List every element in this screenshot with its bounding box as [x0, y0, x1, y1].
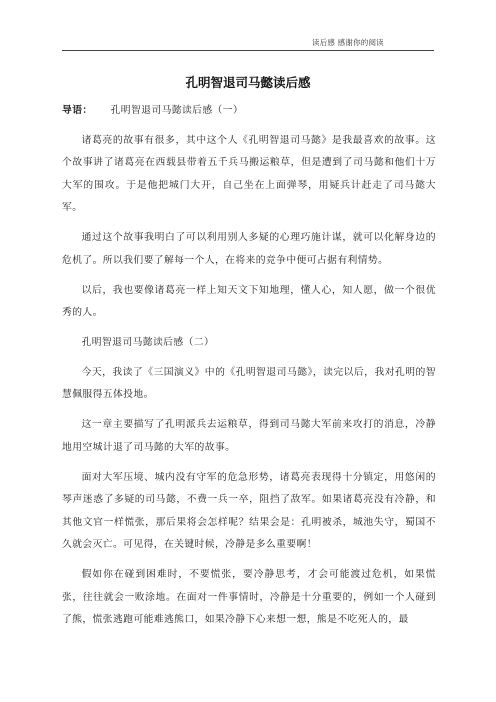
- lead-label: 导语：: [62, 105, 93, 116]
- paragraph: 以后，我也要像诸葛亮一样上知天文下知地理，懂人心，知人愿，做一个很优秀的人。: [62, 284, 436, 319]
- document-title: 孔明智退司马懿读后感: [185, 75, 311, 90]
- lead-text: 孔明智退司马懿读后感（一）: [110, 105, 244, 116]
- page-header: 读后感 感谢你的阅读: [312, 38, 384, 47]
- document-body: [62, 100, 436, 639]
- paragraph: 面对大军压境、城内没有守军的危急形势，诸葛亮表现得十分镇定，用悠闲的琴声迷惑了多疑的司马懿，不费一兵一卒，阻挡了敌军。如果诸葛亮没有冷静，和其他文官一样慌张，那后果将会怎样呢？结果会是：孔明被杀，城池失守，蜀国不久就会灭亡。可见得，在关键时候，冷静是多么重要啊！: [62, 471, 436, 551]
- paragraph: 通过这个故事我明白了可以利用别人多疑的心理巧施计谋，就可以化解身边的危机了。所以我们要了解每一个人，在将来的竞争中便可占据有利情势。: [62, 232, 436, 266]
- paragraph: 这一章主要描写了孔明派兵去运粮草，得到司马懿大军前来攻打的消息，冷静地用空城计退了司马懿的大军的故事。: [62, 419, 436, 453]
- header-divider: [62, 50, 434, 51]
- paragraph: 诸葛亮的故事有很多，其中这个人《孔明智退司马懿》是我最喜欢的故事。这个故事讲了诸葛亮在西载县带着五千兵马搬运粮草，但是遭到了司马懿和他们十万大军的围攻。于是他把城门大开，自己坐在上面弹琴，用疑兵计赶走了司马懿大军。: [62, 134, 436, 214]
- paragraph: 假如你在碰到困难时，不要慌张，要冷静思考，才会可能渡过危机，如果慌张，往往就会一败涂地。在面对一件事情时，冷静是十分重要的，例如一个人碰到了熊，慌张逃跑可能难逃熊口，如果冷静下心来想一想，熊是不吃死人的，最: [62, 569, 436, 626]
- paragraph: 今天，我读了《三国演义》中的《孔明智退司马懿》，读完以后，我对孔明的智慧佩服得五体投地。: [62, 366, 436, 401]
- lead-line: [62, 100, 436, 123]
- section-heading: 孔明智退司马懿读后感（二）: [81, 337, 215, 349]
